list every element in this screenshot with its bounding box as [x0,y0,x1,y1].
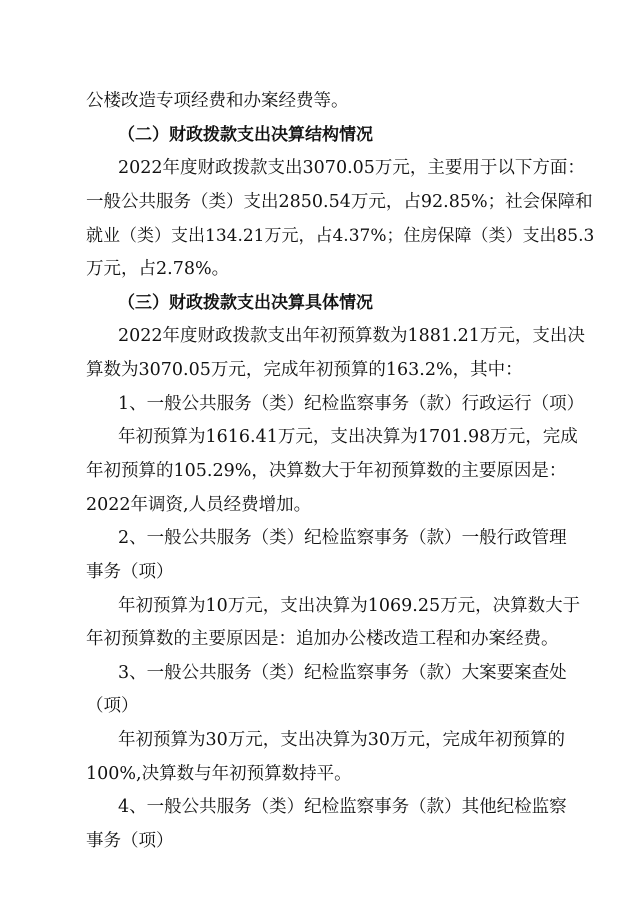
paragraph-line: 2022年度财政拨款支出年初预算数为1881.21万元，支出决 [118,326,585,346]
paragraph-line: （项） [86,696,139,716]
paragraph-line: 2、一般公共服务（类）纪检监察事务（款）一般行政管理 [118,528,567,548]
paragraph-line: 3、一般公共服务（类）纪检监察事务（款）大案要案查处 [118,663,567,683]
paragraph-line: 2022年度财政拨款支出3070.05万元，主要用于以下方面： [118,158,585,178]
paragraph-line: 算数为3070.05万元，完成年初预算的163.2%，其中： [86,360,523,380]
paragraph-line: 4、一般公共服务（类）纪检监察事务（款）其他纪检监察 [118,797,567,817]
paragraph-line: 年初预算的105.29%，决算数大于年初预算数的主要原因是： [86,461,567,481]
paragraph-line: 一般公共服务（类）支出2850.54万元，占92.85%；社会保障和 [86,192,593,212]
paragraph-line: 1、一般公共服务（类）纪检监察事务（款）行政运行（项） [118,394,585,414]
paragraph-line: 就业（类）支出134.21万元，占4.37%；住房保障（类）支出85.3 [86,226,595,246]
paragraph-line: 年初预算为30万元，支出决算为30万元，完成年初预算的 [118,730,566,750]
paragraph-line: 年初预算为10万元，支出决算为1069.25万元，决算数大于 [118,596,581,616]
paragraph-line: 万元，占2.78%。 [86,259,230,279]
paragraph-line: 事务（项） [86,831,174,851]
section-heading: （三）财政拨款支出决算具体情况 [118,293,373,313]
paragraph-line: 年初预算数的主要原因是：追加办公楼改造工程和办案经费。 [86,629,559,649]
section-heading: （二）财政拨款支出决算结构情况 [118,125,373,145]
paragraph-line: 事务（项） [86,562,174,582]
paragraph-line: 2022年调资,人员经费增加。 [86,495,312,515]
paragraph-line: 年初预算为1616.41万元，支出决算为1701.98万元，完成 [118,427,578,447]
paragraph-line: 公楼改造专项经费和办案经费等。 [86,91,349,111]
paragraph-line: 100%,决算数与年初预算数持平。 [86,764,352,784]
